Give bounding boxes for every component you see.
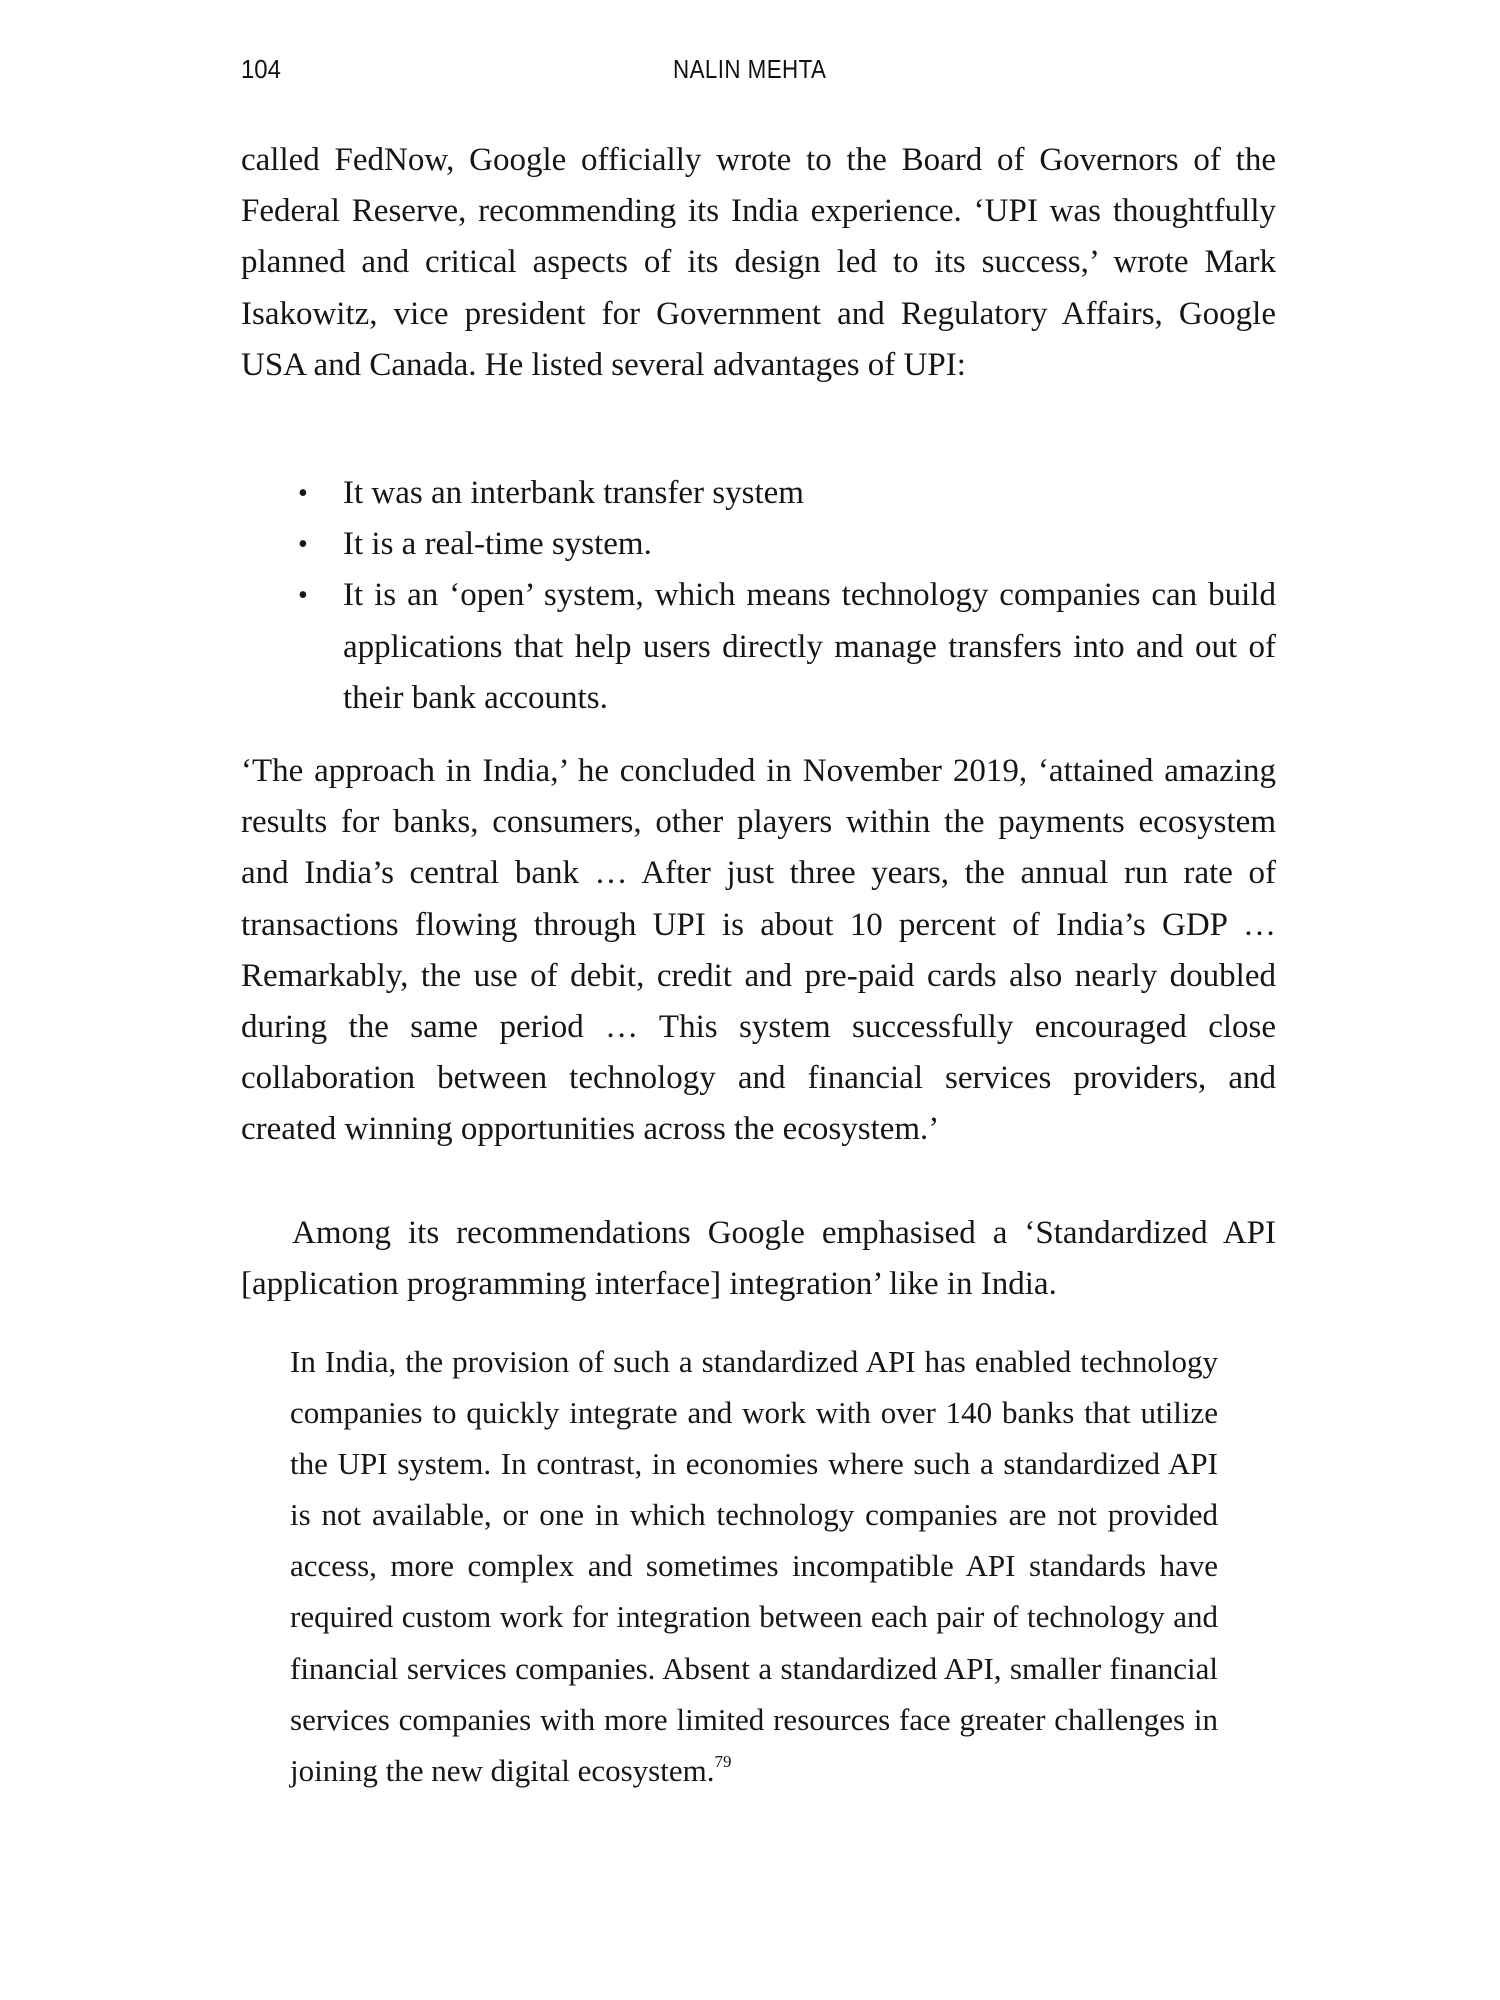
- list-item: [298, 519, 1276, 570]
- paragraph-fednow-letter: called FedNow, Google officially wrote to the Board of Governors of the Federal Reserve, recommending its India experience. ‘UPI was thoughtfully planned and critical aspects of its design led to its success,’ wrote Mark Isakowitz, vice president for Government and Regulatory Affairs, Google USA and Canada. He listed several advantages of UPI:: [241, 142, 1276, 383]
- block-quote-text: In India, the provision of such a standardized API has enabled technology companies to quickly integrate and work with over 140 banks that utilize the UPI system. In contrast, in economies where such a standardized API is not available, or one in which technology companies are not provided access, more complex and sometimes incompatible API standards have required custom work for integration between each pair of technology and financial services companies. Absent a standardized API, smaller financial services companies with more limited resources face greater challenges in joining the new digital ecosystem.: [290, 1344, 1218, 1788]
- list-item: [298, 468, 1276, 519]
- page-number: 104: [241, 54, 281, 84]
- bullet-icon: •: [298, 529, 308, 561]
- running-head-author: NALIN MEHTA: [673, 54, 827, 84]
- list-item-text: It was an interbank transfer system: [343, 475, 804, 511]
- page-header: [241, 54, 1276, 94]
- list-item: [298, 570, 1276, 724]
- bullet-icon: •: [298, 580, 308, 612]
- list-item-text: It is an ‘open’ system, which means technology companies can build applications that help users directly manage transfers into and out of their bank accounts.: [343, 577, 1276, 716]
- list-item-text: It is a real-time system.: [343, 526, 652, 563]
- upi-advantages-list: [298, 468, 1276, 724]
- bullet-icon: •: [298, 478, 308, 509]
- footnote-reference[interactable]: 79: [714, 1751, 732, 1771]
- paragraph-approach-in-india-quote: ‘The approach in India,’ he concluded in November 2019, ‘attained amazing results for banks, consumers, other players within the payments ecosystem and India’s central bank … After just three years, the annual run rate of transactions flowing through UPI is about 10 percent of India’s GDP … Remarkably, the use of debit, credit and pre-paid cards also nearly doubled during the same period … This system successfully encouraged close collaboration between technology and financial services providers, and created winning opportunities across the ecosystem.’: [241, 753, 1276, 1148]
- paragraph-google-recommendations: Among its recommendations Google emphasised a ‘Standardized API [application programming interface] integration’ like in India.: [241, 1215, 1276, 1303]
- block-quote-standardized-api: [290, 1336, 1218, 1796]
